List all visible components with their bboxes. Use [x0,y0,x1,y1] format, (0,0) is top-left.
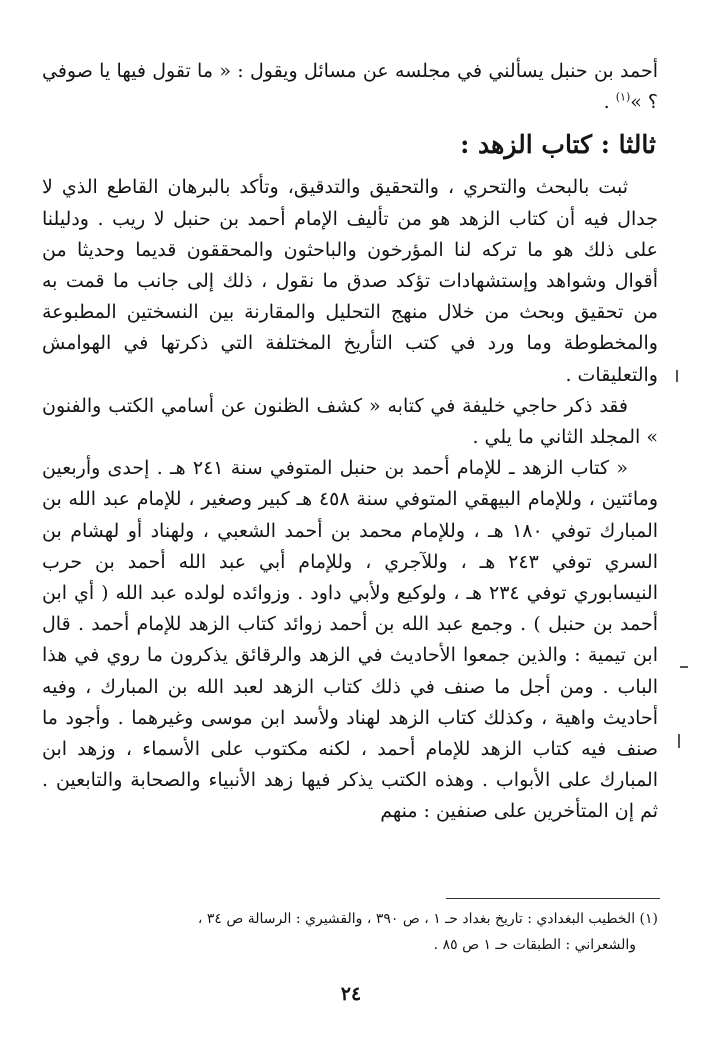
section-heading: ثالثا : كتاب الزهد : [460,130,656,160]
intro-text: أحمد بن حنبل يسألني في مجلسه عن مسائل ويقول : « ما تقول فيها يا صوفي ؟ » [42,60,658,114]
scan-mark [678,734,680,748]
intro-paragraph [42,56,658,118]
scan-mark [680,666,688,668]
paragraph-3: « كتاب الزهد ـ للإمام أحمد بن حنبل المتوفي سنة ٢٤١ هـ . إحدى وأربعين ومائتين ، وللإمام البيهقي المتوفي سنة ٤٥٨ هـ كبير وصغير ، للإمام عبد الله بن المبارك توفي ١٨٠ هـ ، وللإمام محمد بن أحمد الشعبي ، ولهناد أو لهشام بن السري توفي ٢٤٣ هـ ، وللآجري ، وللإمام أبي عبد الله أحمد بن حرب النيسابوري توفي ٢٣٤ هـ ، ولوكيع ولأبي داود . وزوائده لولده عبد الله ( أي ابن أحمد بن حنبل ) . وجمع عبد الله بن أحمد زوائد كتاب الزهد للإمام أحمد . قال ابن تيمية : والذين جمعوا الأحاديث في الزهد والرقائق يذكرون ما روي في هذا الباب . ومن أجل ما صنف في ذلك كتاب الزهد لعبد الله بن المبارك ، وفيه أحاديث واهية ، وكذلك كتاب الزهد لهناد ولأسد ابن موسى وغيرهما . وأجود ما صنف فيه كتاب الزهد للإمام أحمد ، لكنه مكتوب على الأسماء ، وزهد ابن المبارك على الأبواب . وهذه الكتب يذكر فيها زهد الأنبياء والصحابة والتابعين . ثم إن المتأخرين على صنفين : منهم [42,457,659,823]
page-body [42,56,658,828]
intro-end: . [603,91,616,114]
footnote-line-1: (١) الخطيب البغدادي : تاريخ بغداد حـ ١ ، ص ٣٩٠ ، والقشيري : الرسالة ص ٣٤ ، [197,911,658,927]
footnotes [42,906,658,958]
footnote-divider [446,898,660,899]
footnote-line-2: والشعراني : الطبقات حـ ١ ص ٨٥ . [433,937,636,953]
paragraph-1: ثبت بالبحث والتحري ، والتحقيق والتدقيق، وتأكد بالبرهان القاطع الذي لا جدال فيه أن كتاب الزهد هو من تأليف الإمام أحمد بن حنبل لا ريب . ودليلنا على ذلك هو ما تركه لنا المؤرخون والباحثون والمحققون قديما وحديثا من أقوال وشواهد وإستشهادات تؤكد صدق ما نقول ، ذلك إلى جانب ما قمت به من تحقيق وبحث من خلال منهج التحليل والمقارنة بين النسختين المطبوعة والمخطوطة وما ورد في كتب التأريخ المختلفة التي ذكرتها في الهوامش والتعليقات . [42,176,658,386]
page-number: ٢٤ [340,983,362,1005]
paragraph-2: فقد ذكر حاجي خليفة في كتابه « كشف الظنون عن أسامي الكتب والفنون » المجلد الثاني ما يلي . [42,394,658,449]
scan-mark [676,370,678,382]
footnote-reference[interactable]: (١) [615,90,631,104]
body-text [42,172,658,827]
